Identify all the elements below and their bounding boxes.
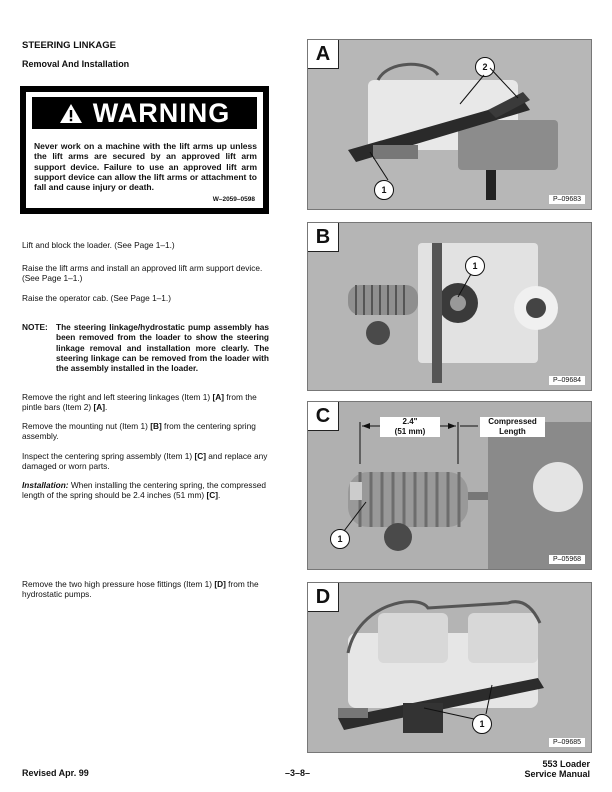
paragraph-remove-fittings [22, 579, 272, 600]
footer-revision: Revised Apr. 99 [22, 768, 89, 778]
figure-a [307, 39, 592, 210]
text-span: and replace any damaged or worn parts. [22, 451, 268, 472]
paragraph-remove-linkages [22, 392, 272, 413]
warning-banner [32, 97, 257, 129]
text-span: from the pintle bars (Item 2) [22, 392, 257, 413]
footer-page-number: –3–8– [285, 768, 311, 778]
warning-title: WARNING [92, 97, 231, 128]
paragraph-inspect-spring [22, 451, 272, 472]
figure-ref: [C] [194, 451, 206, 461]
note-block [22, 322, 269, 373]
figure-ref: [A] [212, 392, 224, 402]
text-span: Remove the mounting nut (Item 1) [22, 421, 151, 431]
figure-c [307, 401, 592, 570]
leader-lines [308, 40, 591, 209]
label-line: Compressed [488, 417, 537, 426]
warning-text: Never work on a machine with the lift arms up unless the lift arms are secured by an approved lift arm support device. Failure to use an approved lift arm support device can allow the lift arms or attachment to fall and cause injury or death. [34, 141, 257, 193]
text-span: Remove the two high pressure hose fittings (Item 1) [22, 579, 215, 589]
section-subheading: Removal And Installation [22, 59, 130, 69]
callout-1: 1 [472, 714, 492, 734]
warning-triangle-icon [59, 103, 83, 124]
callout-1: 1 [465, 256, 485, 276]
installation-label: Installation: [22, 480, 69, 490]
footer-manual-title: Service Manual [524, 769, 590, 779]
note-text: The steering linkage/hydrostatic pump assembly has been removed from the loader to show the steering linkage removal and installation more clearly. The steering linkage can be removed from the loader with the assembly installed in the loader. [56, 322, 269, 374]
figure-ref: [C] [206, 490, 219, 501]
callout-1: 1 [330, 529, 350, 549]
figure-ref: [A] [93, 402, 106, 413]
figure-letter: C [308, 402, 339, 431]
dimension-mm: (51 mm) [394, 427, 426, 436]
figure-b [307, 222, 592, 391]
dimension-value: 2.4" [402, 417, 418, 426]
leader-lines [308, 583, 591, 752]
text-span: When installing the centering spring, the compressed length of the spring should be 2.4 inches (51 mm) [22, 480, 266, 501]
figure-letter: B [308, 223, 339, 252]
leader-lines [308, 402, 591, 569]
warning-box [20, 86, 269, 214]
figure-ref: [B] [150, 421, 162, 431]
photo-code: P–09685 [549, 738, 585, 747]
photo-code: P–09684 [549, 376, 585, 385]
text-span: from the centering spring assembly. [22, 421, 256, 442]
leader-lines [308, 223, 591, 390]
photo-code: P–05968 [549, 555, 585, 564]
figure-ref: [D] [214, 579, 226, 589]
warning-code: W–2059–0598 [212, 196, 255, 203]
paragraph-remove-nut [22, 421, 272, 442]
figure-letter: A [308, 40, 339, 69]
paragraph-raise-cab: Raise the operator cab. (See Page 1–1.) [22, 293, 171, 303]
page-heading: STEERING LINKAGE [22, 40, 116, 51]
figure-d [307, 582, 592, 753]
figure-letter: D [308, 583, 339, 612]
text-span: . [218, 490, 221, 501]
callout-1: 1 [374, 180, 394, 200]
text-span: Remove the right and left steering linkages (Item 1) [22, 392, 213, 402]
footer-manual [495, 759, 590, 779]
note-label: NOTE: [22, 322, 48, 332]
text-span: from the hydrostatic pumps. [22, 579, 259, 600]
paragraph-installation [22, 480, 272, 501]
paragraph-lift-block: Lift and block the loader. (See Page 1–1.) [22, 240, 175, 250]
label-line: Length [499, 427, 526, 436]
callout-2: 2 [475, 57, 495, 77]
paragraph-lift-arms: Raise the lift arms and install an approved lift arm support device. (See Page 1–1.) [22, 263, 263, 284]
text-span: Inspect the centering spring assembly (Item 1) [22, 451, 195, 461]
footer-model: 553 Loader [542, 759, 590, 769]
photo-code: P–09683 [549, 195, 585, 204]
text-span: . [105, 402, 108, 413]
